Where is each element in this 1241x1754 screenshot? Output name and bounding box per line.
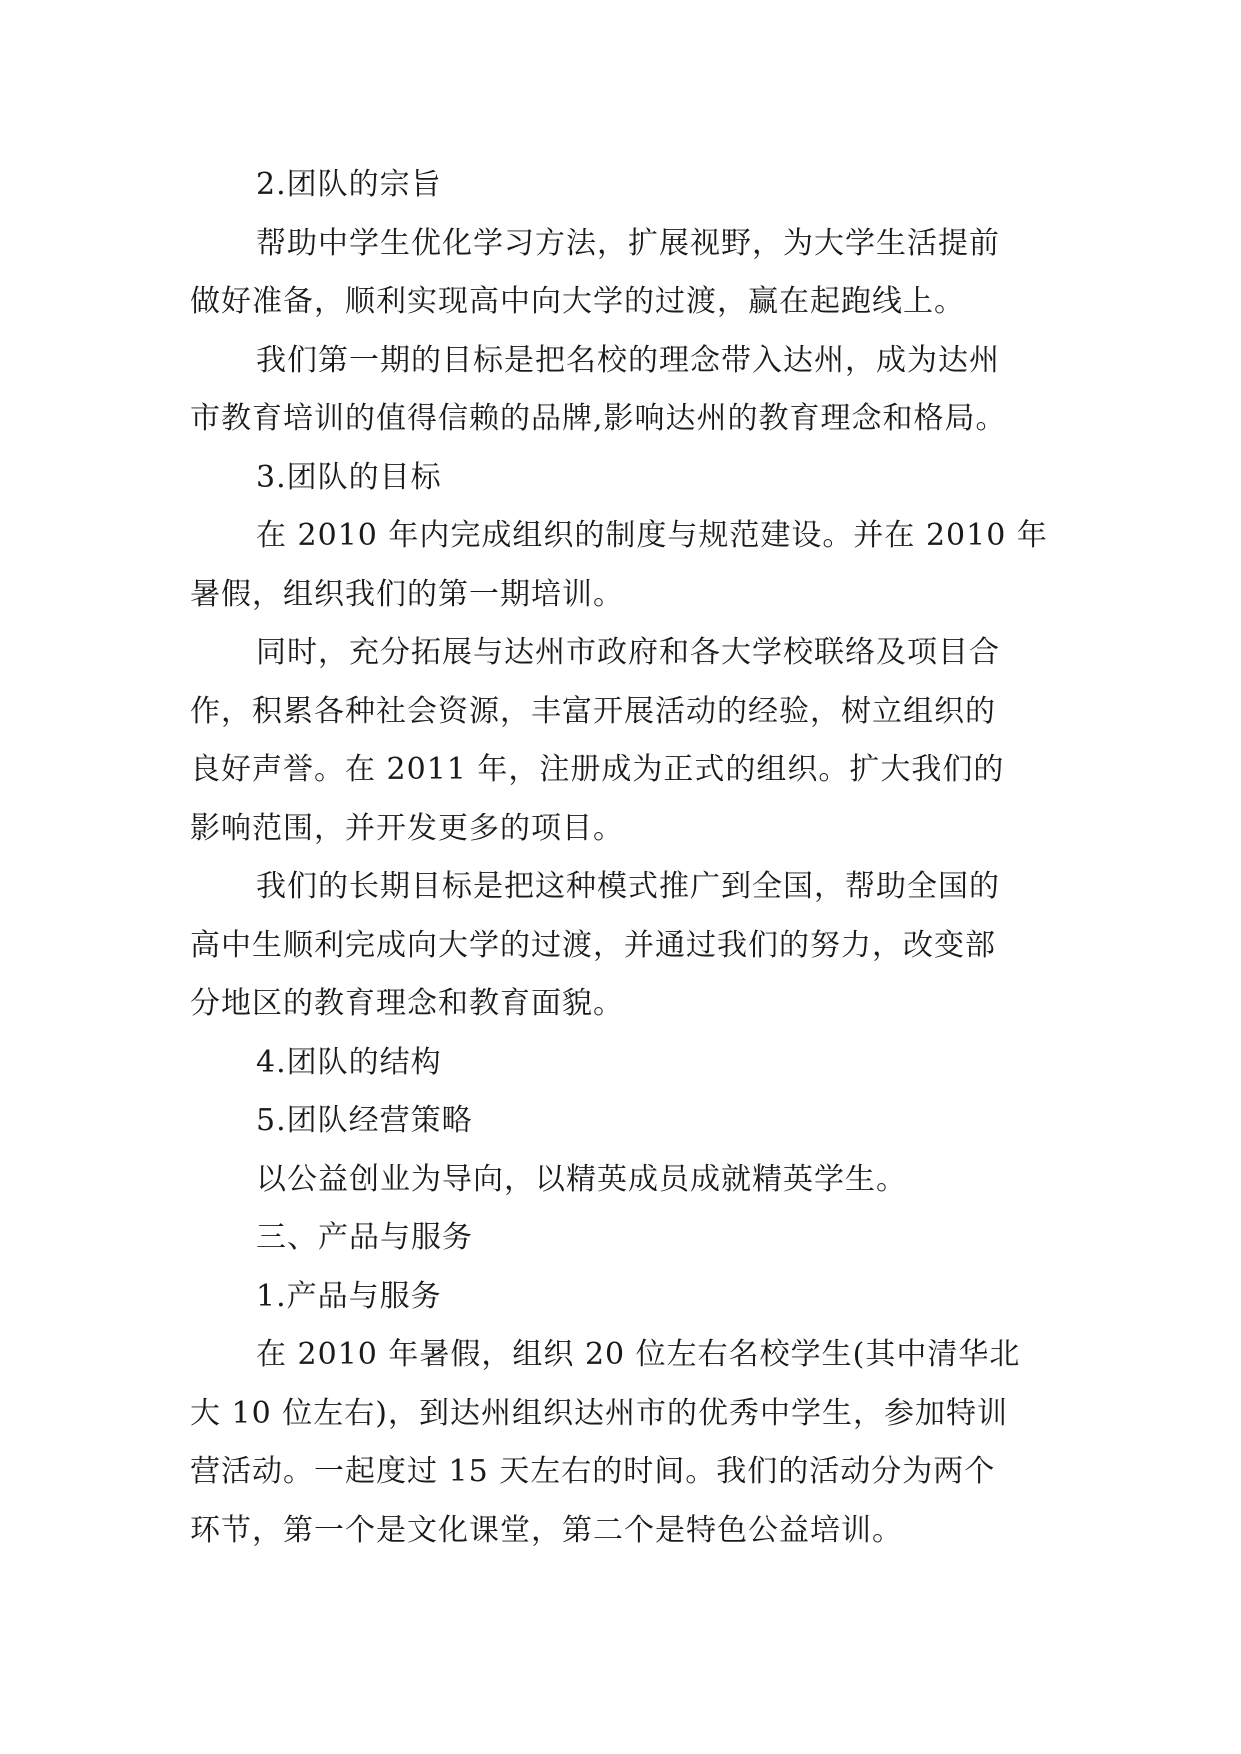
document-line: 2.团队的宗旨 <box>256 167 442 202</box>
document-line: 帮助中学生优化学习方法，扩展视野，为大学生活提前 <box>256 225 1000 261</box>
document-line: 营活动。一起度过 15 天左右的时间。我们的活动分为两个 <box>190 1454 996 1489</box>
document-line: 1.产品与服务 <box>256 1278 442 1314</box>
document-line: 在 2010 年暑假，组织 20 位左右名校学生(其中清华北 <box>256 1337 1021 1372</box>
document-line: 影响范围，并开发更多的项目。 <box>190 810 624 846</box>
document-line: 三、产品与服务 <box>256 1220 473 1255</box>
document-line: 环节，第一个是文化课堂，第二个是特色公益培训。 <box>190 1512 903 1548</box>
document-line: 5.团队经营策略 <box>256 1103 473 1138</box>
document-line: 分地区的教育理念和教育面貌。 <box>190 986 624 1021</box>
document-line: 市教育培训的值得信赖的品牌,影响达州的教育理念和格局。 <box>190 401 1007 436</box>
document-line: 我们的长期目标是把这种模式推广到全国，帮助全国的 <box>256 869 1000 904</box>
document-line: 良好声誉。在 2011 年，注册成为正式的组织。扩大我们的 <box>190 752 1005 787</box>
document-line: 同时，充分拓展与达州市政府和各大学校联络及项目合 <box>256 635 1000 670</box>
document-line: 在 2010 年内完成组织的制度与规范建设。并在 2010 年 <box>256 518 1048 553</box>
document-body <box>190 156 1056 1560</box>
document-line: 我们第一期的目标是把名校的理念带入达州，成为达州 <box>256 342 1000 378</box>
document-line: 4.团队的结构 <box>256 1044 442 1080</box>
document-line: 3.团队的目标 <box>256 459 442 495</box>
document-line: 暑假，组织我们的第一期培训。 <box>190 576 624 612</box>
document-line: 以公益创业为导向，以精英成员成就精英学生。 <box>256 1161 907 1197</box>
document-line: 作，积累各种社会资源，丰富开展活动的经验，树立组织的 <box>190 693 996 729</box>
document-line: 大 10 位左右)，到达州组织达州市的优秀中学生，参加特训 <box>190 1395 1008 1431</box>
document-line: 做好准备，顺利实现高中向大学的过渡，赢在起跑线上。 <box>190 284 965 319</box>
document-line: 高中生顺利完成向大学的过渡，并通过我们的努力，改变部 <box>190 927 996 963</box>
